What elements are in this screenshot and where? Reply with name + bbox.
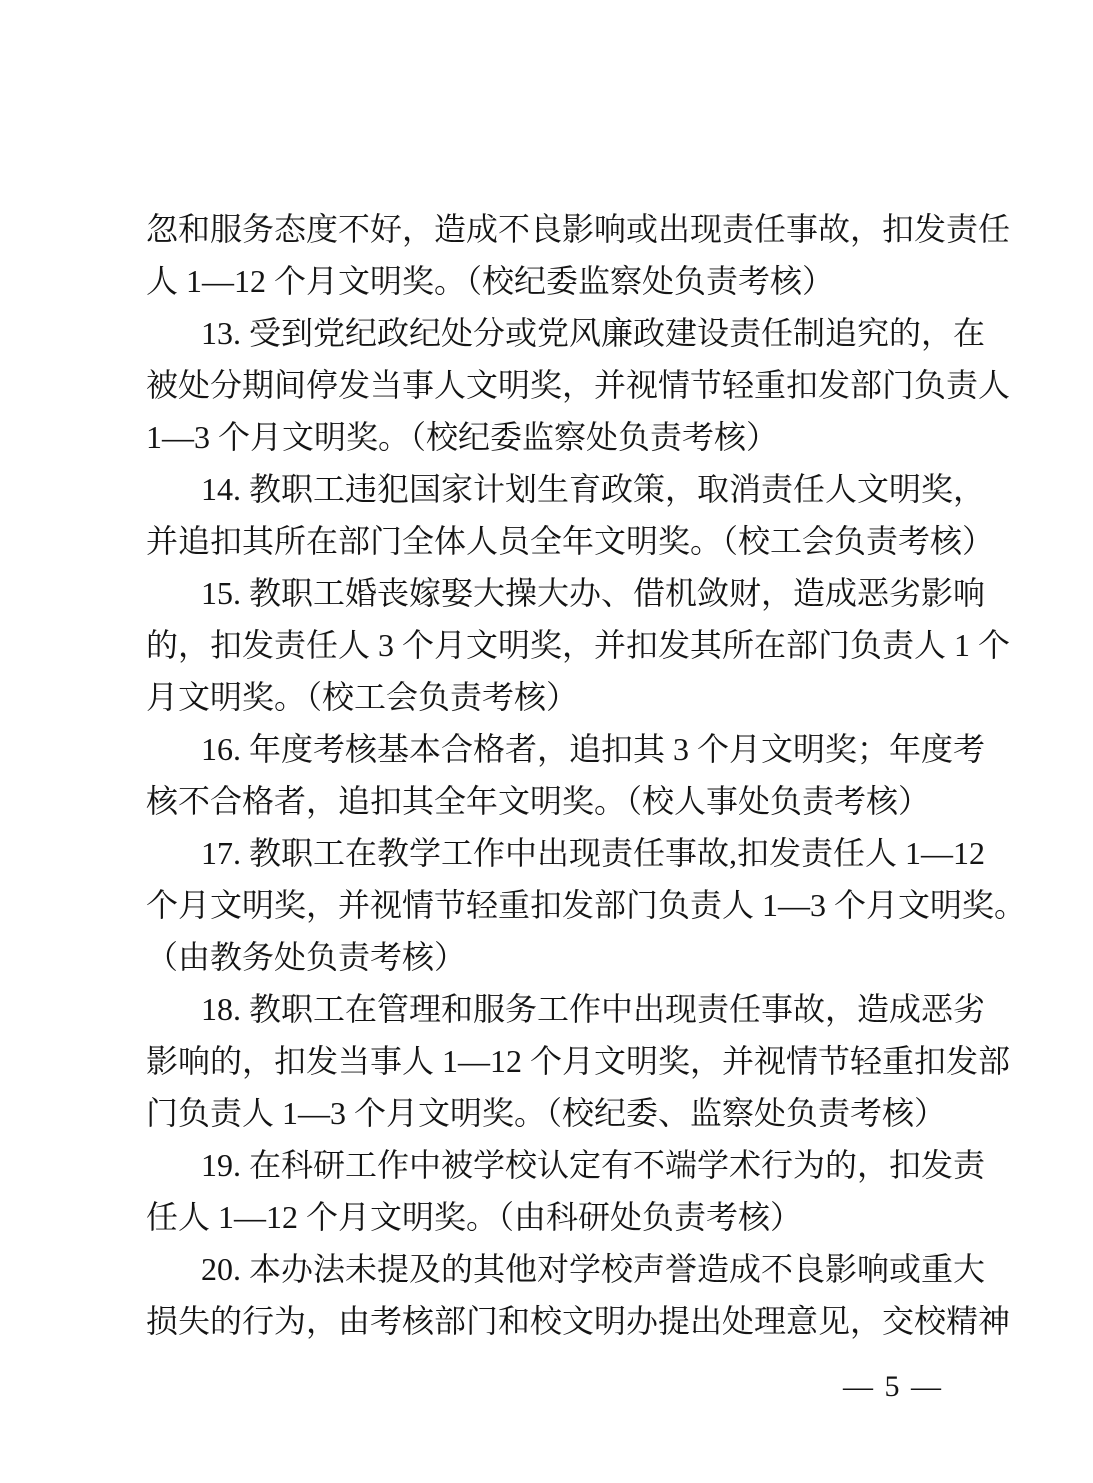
text-line: 忽和服务态度不好，造成不良影响或出现责任事故，扣发责任 [146,211,1011,247]
text-line: 月文明奖。（校工会负责考核） [146,679,579,715]
paragraph-item-18 [146,983,1011,1139]
text-line: 14. 教职工违犯国家计划生育政策，取消责任人文明奖， [201,471,986,507]
text-line: 个月文明奖，并视情节轻重扣发部门负责人 1—3 个月文明奖。 [146,887,1027,923]
text-line: 核不合格者，追扣其全年文明奖。（校人事处负责考核） [146,783,931,819]
body-text [146,203,1027,1347]
text-line: 损失的行为，由考核部门和校文明办提出处理意见，交校精神 [146,1303,1011,1339]
text-line: 16. 年度考核基本合格者，追扣其 3 个月文明奖；年度考 [201,731,986,767]
text-line: 18. 教职工在管理和服务工作中出现责任事故，造成恶劣 [201,991,986,1027]
paragraph-item-19 [146,1139,986,1243]
text-line: 17. 教职工在教学工作中出现责任事故,扣发责任人 1—12 [201,835,986,871]
paragraph-item-17 [146,827,1027,983]
paragraph-continuation [146,203,1011,307]
paragraph-item-15 [146,567,1011,723]
text-line: 影响的，扣发当事人 1—12 个月文明奖，并视情节轻重扣发部 [146,1043,1011,1079]
text-line: 20. 本办法未提及的其他对学校声誉造成不良影响或重大 [201,1251,986,1287]
paragraph-item-16 [146,723,986,827]
paragraph-item-20 [146,1243,1011,1347]
text-line: 13. 受到党纪政纪处分或党风廉政建设责任制追究的，在 [201,315,986,351]
text-line: 15. 教职工婚丧嫁娶大操大办、借机敛财，造成恶劣影响 [201,575,986,611]
text-line: 19. 在科研工作中被学校认定有不端学术行为的，扣发责 [201,1147,986,1183]
text-line: 被处分期间停发当事人文明奖，并视情节轻重扣发部门负责人 [146,367,1011,403]
text-line: 任人 1—12 个月文明奖。（由科研处负责考核） [146,1199,803,1235]
paragraph-item-13 [146,307,1011,463]
text-line: 门负责人 1—3 个月文明奖。（校纪委、监察处负责考核） [146,1095,947,1131]
text-line: （由教务处负责考核） [146,939,467,975]
text-line: 并追扣其所在部门全体人员全年文明奖。（校工会负责考核） [146,523,995,559]
page-number: — 5 — [843,1370,943,1403]
text-line: 的，扣发责任人 3 个月文明奖，并扣发其所在部门负责人 1 个 [146,627,1011,663]
text-line: 1—3 个月文明奖。（校纪委监察处负责考核） [146,419,779,455]
paragraph-item-14 [146,463,995,567]
text-line: 人 1—12 个月文明奖。（校纪委监察处负责考核） [146,263,835,299]
